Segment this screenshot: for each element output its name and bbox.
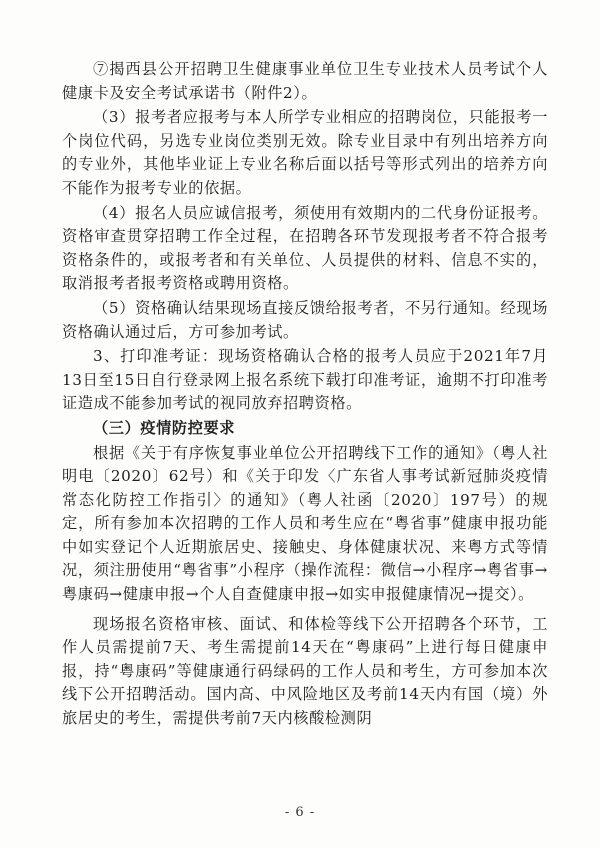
paragraph-health-declaration: 现场报名资格审核、面试、和体检等线下公开招聘各个环节，工作人员需提前7天、考生需提前14天在“粤康码”上进行每日健康申报，持“粤康码”等健康通行码绿码的工作人员和考生，方可参加本次线下公开招聘活动。国内高、中风险地区及考前14天内有国（境）外旅居史的考生，需提供考前7天内核酸检测阴 bbox=[62, 614, 548, 728]
document-body bbox=[62, 58, 548, 731]
paragraph-item-4: （4）报名人员应诚信报考，须使用有效期内的二代身份证报考。资格审查贯穿招聘工作全过程，在招聘各环节发现报考者不符合报考资格条件的，或报考者和有关单位、人员提供的材料、信息不实的，取消报考者报考资格或聘用资格。 bbox=[62, 203, 548, 293]
page-number: - 6 - bbox=[284, 805, 316, 820]
paragraph-print-admission-ticket: 3、打印准考证：现场资格确认合格的报考人员应于2021年7月13日至15日自行登录网上报名系统下载打印准考证，逾期不打印准考证造成不能参加考试的视同放弃招聘资格。 bbox=[62, 347, 548, 413]
paragraph-item-5: （5）资格确认结果现场直接反馈给报考者，不另行通知。经现场资格确认通过后，方可参加考试。 bbox=[62, 298, 548, 341]
paragraph-epidemic-basis: 根据《关于有序恢复事业单位公开招聘线下工作的通知》（粤人社明电〔2020〕62号）和《关于印发〈广东省人事考试新冠肺炎疫情常态化防控工作指引〉的通知》（粤人社函〔2020〕197号）的规定，所有参加本次招聘的工作人员和考生应在“粤省事”健康申报功能中如实登记个人近期旅居史、接触史、身体健康状况、来粤方式等情况，须注册使用“粤省事”小程序（操作流程：微信→小程序→粤省事→粤康码→健康申报→个人自查健康申报→如实申报健康情况→提交）。 bbox=[62, 443, 548, 604]
paragraph-attachment-item: ⑦揭西县公开招聘卫生健康事业单位卫生专业技术人员考试个人健康卡及安全考试承诺书（附件2）。 bbox=[62, 60, 548, 102]
paragraph-item-3: （3）报考者应报考与本人所学专业相应的招聘岗位，只能报考一个岗位代码，另选专业岗位类别无效。除专业目录中有列出培养方向的专业外，其他毕业证上专业名称后面以括号等形式列出的培养方向不能作为报考专业的依据。 bbox=[62, 108, 548, 197]
section-heading-epidemic-control: （三）疫情防控要求 bbox=[93, 418, 236, 437]
